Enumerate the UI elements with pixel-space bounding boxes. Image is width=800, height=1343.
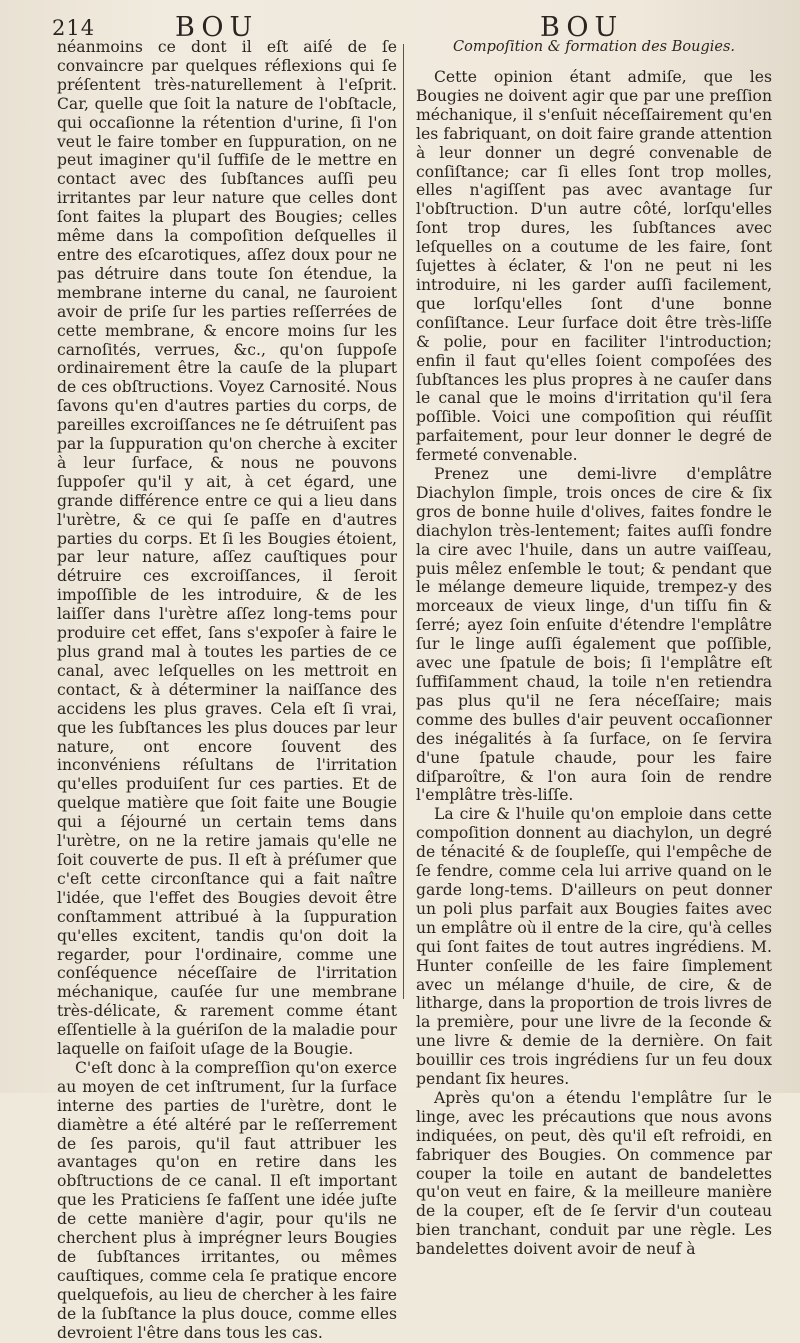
- left-paragraph-1: néanmoins ce dont il eſt aiſé de ſe convaincre par quelques réflexions qui ſe préſentent très-naturellement à l'eſprit. Car, quelle que ſoit la nature de l'obſtacle, qui occaſionne la rétention d'urine, ſi l'on veut le faire tomber en ſuppuration, on ne peut imaginer qu'il ſuffiſe de le mettre en contact avec des ſubſtances auſſi peu irritantes par leur nature que celles dont ſont faites la plupart des Bougies; celles même dans la compoſition deſquelles il entre des eſcarotiques, aſſez doux pour ne pas détruire dans toute ſon étendue, la membrane interne du canal, ne ſauroient avoir de priſe ſur les parties reſſerrées de cette membrane, & encore moins ſur les carnoſités, verrues, &c., qu'on ſuppoſe ordinairement être la cauſe de la plupart de ces obſtructions. Voyez Carnosité. Nous ſavons qu'en d'autres parties du corps, de pareilles excroiſſances ne ſe détruiſent pas par la ſuppuration qu'on cherche à exciter à leur ſurface, & nous ne pouvons ſuppoſer qu'il y ait, à cet égard, une grande différence entre ce qui a lieu dans l'urètre, & ce qui ſe paſſe en d'autres parties du corps. Et ſi les Bougies étoient, par leur nature, aſſez cauſtiques pour détruire ces excroiſſances, il ſeroit impoſſible de les introduire, & de les laiſſer dans l'urètre aſſez long-tems pour produire cet effet, ſans s'expoſer à faire le plus grand mal à toutes les parties de ce canal, avec leſquelles on les mettroit en contact, & à déterminer la naiſſance des accidens les plus graves. Cela eſt ſi vrai, que les ſubſtances les plus douces par leur nature, ont encore ſouvent des inconvéniens réſultans de l'irritation qu'elles produiſent ſur ces parties. Et de quelque matière que ſoit faite une Bougie qui a ſéjourné un certain tems dans l'urètre, on ne la retire jamais qu'elle ne ſoit couverte de pus. Il eſt à préſumer que c'eſt cette circonſtance qui a fait naître l'idée, que l'effet des Bougies devoit être conſtamment attribué à la ſuppuration qu'elles excitent, tandis qu'on doit la regarder, pour l'ordinaire, comme une conſéquence néceſſaire de l'irritation méchanique, cauſée ſur une membrane très-délicate, & rarement comme étant eſſentielle à la guériſon de la maladie pour laquelle on faiſoit uſage de la Bougie.: [57, 38, 397, 1059]
- left-running-head: BOU: [175, 12, 259, 43]
- section-title: Compoſition & formation des Bougies.: [453, 39, 735, 55]
- column-divider: [403, 44, 404, 999]
- running-header: [0, 6, 800, 43]
- right-paragraph-2: Prenez une demi-livre d'emplâtre Diachylon ſimple, trois onces de cire & ſix gros de bonne huile d'olives, faites fondre le diachylon très-lentement; faites auſſi fondre la cire avec l'huile, dans un autre vaiſſeau, puis mêlez enſemble le tout; & pendant que le mélange demeure liquide, trempez-y des morceaux de vieux linge, d'un tiſſu fin & ſerré; ayez ſoin enſuite d'étendre l'emplâtre ſur le linge auſſi également que poſſible, avec une ſpatule de bois; ſi l'emplâtre eſt ſuffiſamment chaud, la toile n'en retiendra pas plus qu'il ne ſera néceſſaire; mais comme des bulles d'air peuvent occaſionner des inégalités à ſa ſurface, on ſe ſervira d'une ſpatule chaude, pour les faire diſparoître, & l'on aura ſoin de rendre l'emplâtre très-liſſe.: [416, 465, 772, 805]
- right-paragraph-1: Cette opinion étant admiſe, que les Bougies ne doivent agir que par une preſſion méchanique, il s'enſuit néceſſairement qu'en les fabriquant, on doit faire grande attention à leur donner un degré convenable de conſiſtance; car ſi elles ſont trop molles, elles n'agiſſent pas avec avantage ſur l'obſtruction. D'un autre côté, lorſqu'elles ſont trop dures, les ſubſtances avec leſquelles on a coutume de les faire, ſont ſujettes à éclater, & l'on ne peut ni les introduire, ni les garder auſſi facilement, que lorſqu'elles ſont d'une bonne conſiſtance. Leur ſurface doit être très-liſſe & polie, pour en faciliter l'introduction; enfin il faut qu'elles ſoient compoſées des ſubſtances les plus propres à ne cauſer dans le canal que le moins d'irritation qu'il ſera poſſible. Voici une compoſition qui réuſſit parfaitement, pour leur donner le degré de fermeté convenable.: [416, 68, 772, 465]
- right-paragraph-4: Après qu'on a étendu l'emplâtre ſur le linge, avec les précautions que nous avons indiquées, on peut, dès qu'il eſt refroidi, en fabriquer des Bougies. On commence par couper la toile en autant de bandelettes qu'on veut en faire, & la meilleure manière de la couper, eſt de ſe ſervir d'un couteau bien tranchant, conduit par une règle. Les bandelettes doivent avoir de neuf à: [416, 1088, 772, 1259]
- left-paragraph-2: C'eſt donc à la compreſſion qu'on exerce au moyen de cet inſtrument, ſur la ſurface interne des parties de l'urètre, dont le diamètre a été altéré par le reſſerrement de ſes parois, qu'il faut attribuer les avantages qu'on en retire dans les obſtructions de ce canal. Il eſt important que les Praticiens ſe faſſent une idée juſte de cette manière d'agir, pour qu'ils ne cherchent plus à imprégner leurs Bougies de ſubſtances irritantes, ou mêmes cauſtiques, comme cela ſe pratique encore quelquefois, au lieu de chercher à les faire de la ſubſtance la plus douce, comme elles devroient l'être dans tous les cas.: [57, 1058, 397, 1342]
- page-number: 214: [52, 16, 96, 40]
- left-column: [57, 38, 397, 1343]
- right-paragraph-3: La cire & l'huile qu'on emploie dans cette compoſition donnent au diachylon, un degré de ténacité & de ſoupleſſe, qui l'empêche de ſe fendre, comme cela lui arrive quand on le garde long-tems. D'ailleurs on peut donner un poli plus parfait aux Bougies faites avec un emplâtre où il entre de la cire, qu'à celles qui ſont faites de tout autres ingrédiens. M. Hunter conſeille de les faire ſimplement avec un mélange d'huile, de cire, & de litharge, dans la proportion de trois livres de la première, pour une livre de la ſeconde & une livre & demie de la dernière. On fait bouillir ces trois ingrédiens ſur un feu doux pendant ſix heures.: [416, 805, 772, 1089]
- right-column: [416, 38, 772, 1259]
- right-running-head: BOU: [540, 12, 624, 43]
